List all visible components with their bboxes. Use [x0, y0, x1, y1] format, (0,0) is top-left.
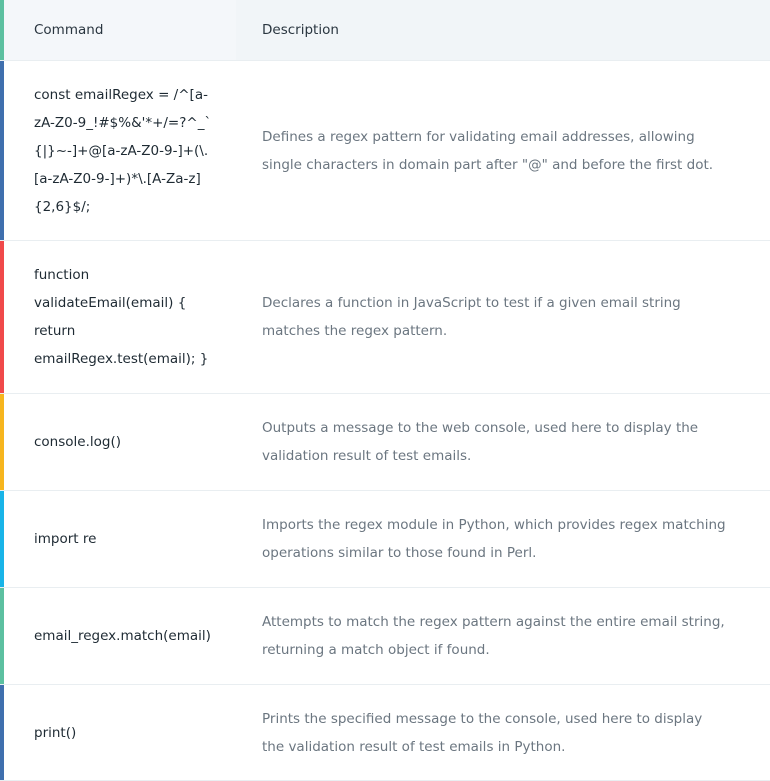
command-cell: console.log(): [34, 434, 121, 450]
table-header: [0, 0, 770, 61]
command-cell: print(): [34, 724, 77, 741]
command-cell: const emailRegex = /^[a-zA-Z0-9_!#$%&'*+/=?^_`{|}~-]+@[a-zA-Z0-9-]+(\.[a-zA-Z0-9-]+)*\.[A-Za-z]{2,6}$/;: [34, 86, 212, 215]
row-accent-bar: [0, 588, 4, 684]
header-command: Command: [0, 0, 236, 60]
command-cell: email_regex.match(email): [34, 628, 211, 644]
row-accent-bar: [0, 685, 4, 780]
table-row: [0, 588, 770, 685]
description-cell: Defines a regex pattern for validating email addresses, allowing single characters in domain part after "@" and before the first dot.: [262, 128, 714, 173]
row-accent-bar: [0, 61, 4, 240]
command-cell: function validateEmail(email) { return emailRegex.test(email); }: [34, 267, 209, 367]
table-row: [0, 394, 770, 491]
row-accent-bar: [0, 0, 4, 60]
table-row: [0, 241, 770, 394]
row-accent-bar: [0, 491, 4, 587]
description-cell: Attempts to match the regex pattern against the entire email string, returning a match object if found.: [262, 614, 725, 658]
row-accent-bar: [0, 241, 4, 393]
description-cell: Prints the specified message to the console, used here to display the validation result of test emails in Python.: [262, 710, 703, 755]
header-description: Description: [236, 0, 770, 60]
row-accent-bar: [0, 394, 4, 490]
description-cell: Outputs a message to the web console, used here to display the validation result of test emails.: [262, 420, 699, 464]
table-row: [0, 61, 770, 241]
table-row: [0, 685, 770, 781]
command-cell: import re: [34, 531, 97, 547]
table-row: [0, 491, 770, 588]
description-cell: Declares a function in JavaScript to test if a given email string matches the regex pattern.: [262, 295, 681, 339]
description-cell: Imports the regex module in Python, which provides regex matching operations similar to those found in Perl.: [262, 517, 726, 561]
